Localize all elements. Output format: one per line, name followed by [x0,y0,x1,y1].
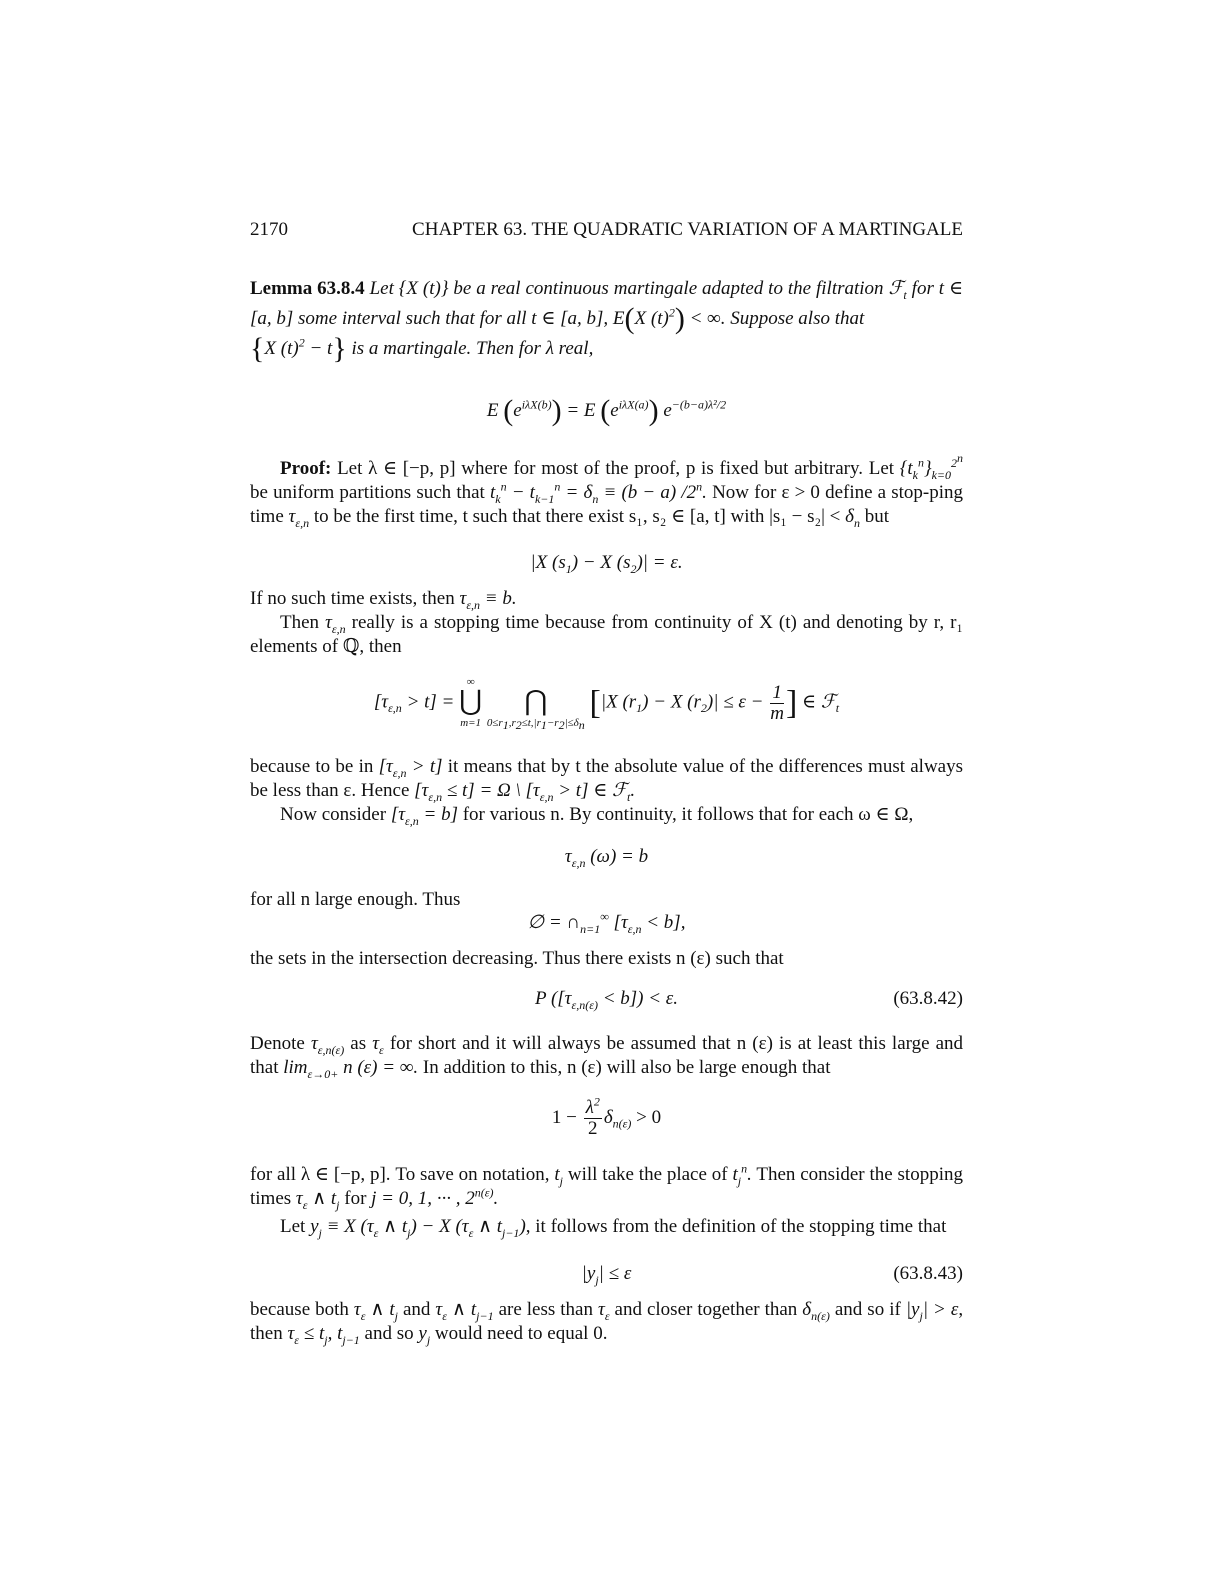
proof-paragraph-3: Then $\tau_{\varepsilon,n}$ really is a stopping time because from continuity of X (t) and denoting by r, r₁ elements of ℚ, then [250,612,964,657]
equation-number: (63.8.43) [893,1263,963,1284]
proof-text: Let [280,1216,306,1237]
proof-text: because to be in [250,756,374,777]
proof-text: Then [280,612,320,633]
proof-paragraph-7 [250,947,963,971]
proof-text: and [402,1299,431,1320]
lemma-statement: Lemma 63.8.4 Let {X (t)} be a real continuous martingale adapted to the filtration ℱ$_t$ for t ∈ [a, b] some interval such that for all t ∈ [a, b], E(X $(t)^2$) < ∞. Suppose also that {X $(t)^2 - t$} is a martingale. Then for λ real, [250,278,964,365]
proof-text: Denote [250,1033,305,1054]
proof-text: and so [364,1323,414,1344]
lemma-text-3: < ∞. Suppose also that [689,308,865,329]
proof-text: , then [250,1299,964,1344]
chapter-title: CHAPTER 63. THE QUADRATIC VARIATION OF A MARTINGALE [412,219,963,240]
proof-text: If no such time exists, then [250,588,455,609]
proof-text: Then consider the stopping times [250,1164,963,1209]
proof-text: for all n large enough. Thus [250,889,461,910]
lemma-text-4: is a martingale. Then for λ real, [351,338,594,359]
equation-lambda-bound: 1 − $\frac{\lambda^2}{2}$ $\delta_{n(\varepsilon)} > 0$ [551,1094,662,1139]
proof-text: for [344,1188,367,1209]
proof-text: for short and it will always be assumed that n (ε) is at least this large and that [250,1033,964,1078]
proof-paragraph-5: Now consider $[\tau_{\varepsilon,n} = b]$ for various n. By continuity, it follows that for each ω ∈ Ω, [280,804,914,828]
proof-paragraph-10: Let $y_j \equiv X$ ($\tau_\varepsilon$ ∧ $t_j) - X$ ($\tau_\varepsilon$ ∧ $t_{j-1}$), it follows from the definition of the stopping time that [280,1216,947,1240]
equation-number: (63.8.42) [893,988,963,1009]
proof-text: Now consider [280,804,387,825]
equation-tau-omega: $\tau_{\varepsilon,n}$ (ω) = b [564,846,649,870]
equation-x-diff: |X $(s_1) - X$ $(s_2)| = \varepsilon$. [530,552,683,576]
proof-paragraph-4: because to be in $[\tau_{\varepsilon,n} > t]$ it means that by t the absolute value of the differences must always be less than ε. Hence $[\tau_{\varepsilon,n} \le t] = \Omega$ \ $[\tau_{\varepsilon,n} > t]$ ∈ ℱ$_t$. [250,756,964,804]
proof-paragraph-6 [250,888,963,912]
equation-stopping-set: $[\tau_{\varepsilon,n} > t]$ = ∞ ⋃ m=1 ⋂ $0\le r_1,r_2\le t,|r_1-r_2|\le\delta_n$ [|X $(r_1) - X$ $(r_2)| \le \varepsilon$ − $\frac{1}{m}$ ] ∈ ℱ$_t$ [373,676,840,733]
proof-text: In addition to this, n (ε) will also be large enough that [422,1057,831,1078]
proof-label: Proof: [280,458,332,479]
lemma-equation: E $(e^{i\lambda X(b)}) = E$ $(e^{i\lambda X(a)})$ $e^{-(b-a)\lambda^2/2}$ [486,394,727,427]
proof-text: for various n. By continuity, it follows that for each ω ∈ Ω, [462,804,914,825]
proof-text: Let λ ∈ [−p, p] where for most of the proof, p is fixed but arbitrary. Let [337,458,895,479]
proof-text: will take the place of [567,1164,728,1185]
proof-text: it means that by t the absolute value of the differences must always be less than ε. Hence [250,756,964,801]
proof-text: to be the first time, t such that there exist s₁, s₂ ∈ [a, t] with |s₁ − s₂| < [313,506,841,527]
equation-63-8-42: P $([\tau_{\varepsilon,n(\varepsilon)} < b]) < \varepsilon$. (63.8.42) [534,988,963,1012]
equation-63-8-43: $|y_j| \le \varepsilon$ (63.8.43) [581,1263,963,1287]
proof-text: would need to equal 0. [434,1323,608,1344]
proof-text: and so if [834,1299,901,1320]
page-number: 2170 [250,219,288,240]
proof-text: Now for ε > 0 define a stop-ping time [250,482,964,527]
lemma-text-2: for t ∈ [a, b] some interval such that for all t ∈ [a, b], E [250,278,964,329]
proof-text: are less than [498,1299,593,1320]
proof-text: really is a stopping time because from continuity of X (t) and denoting by r, r₁ elements of ℚ, then [250,612,964,657]
equation-empty-set: ∅ = $\cap_{n=1}^\infty$ $[\tau_{\varepsilon,n} < b]$, [527,909,686,936]
lemma-text-1: Let {X (t)} be a real continuous martingale adapted to the filtration [369,278,884,299]
proof-text: the sets in the intersection decreasing. Thus there exists n (ε) such that [250,948,784,969]
proof-text: , it follows from the definition of the stopping time that [525,1216,947,1237]
lemma-label: Lemma 63.8.4 [250,278,365,299]
proof-text: because both [250,1299,349,1320]
proof-paragraph-8: Denote $\tau_{\varepsilon,n(\varepsilon)}$ as $\tau_\varepsilon$ for short and it will always be assumed that n (ε) is at least this large and that $\lim_{\varepsilon\to 0+} n$ (ε) = ∞. In addition to this, n (ε) will also be large enough that [250,1033,964,1081]
page-header [250,219,963,241]
proof-text: as [350,1033,367,1054]
proof-paragraph-2: If no such time exists, then $\tau_{\varepsilon,n} \equiv b$. [250,588,517,612]
proof-paragraph-1: Proof: Let λ ∈ [−p, p] where for most of the proof, p is fixed but arbitrary. Let $\{t_k^n\}_{k=0}^{2^n}$ be uniform partitions such that $t_k^n - t_{k-1}^n = \delta_n \equiv (b - a)$ /2$^n$. Now for ε > 0 define a stop-ping time $\tau_{\varepsilon,n}$ to be the first time, t such that there exist s₁, s₂ ∈ [a, t] with $|s_1 - s_2| < \delta_n$ but [250,450,964,530]
proof-text: and closer together than [614,1299,798,1320]
proof-paragraph-9: for all λ ∈ [−p, p]. To save on notation, $t_j$ will take the place of $t_j^n$. Then consider the stopping times $\tau_\varepsilon$ ∧ $t_j$ for j = 0, 1, ··· , $2^{n(\varepsilon)}$. [250,1161,963,1212]
proof-paragraph-11: because both $\tau_\varepsilon$ ∧ $t_j$ and $\tau_\varepsilon$ ∧ $t_{j-1}$ are less than $\tau_\varepsilon$ and closer together than $\delta_{n(\varepsilon)}$ and so if $|y_j| > \varepsilon$, then $\tau_\varepsilon \le t_j$, $t_{j-1}$ and so $y_j$ would need to equal 0. [250,1299,964,1347]
proof-text: be uniform partitions such that [250,482,485,503]
proof-text: but [864,506,890,527]
proof-text: for all λ ∈ [−p, p]. To save on notation, [250,1164,550,1185]
